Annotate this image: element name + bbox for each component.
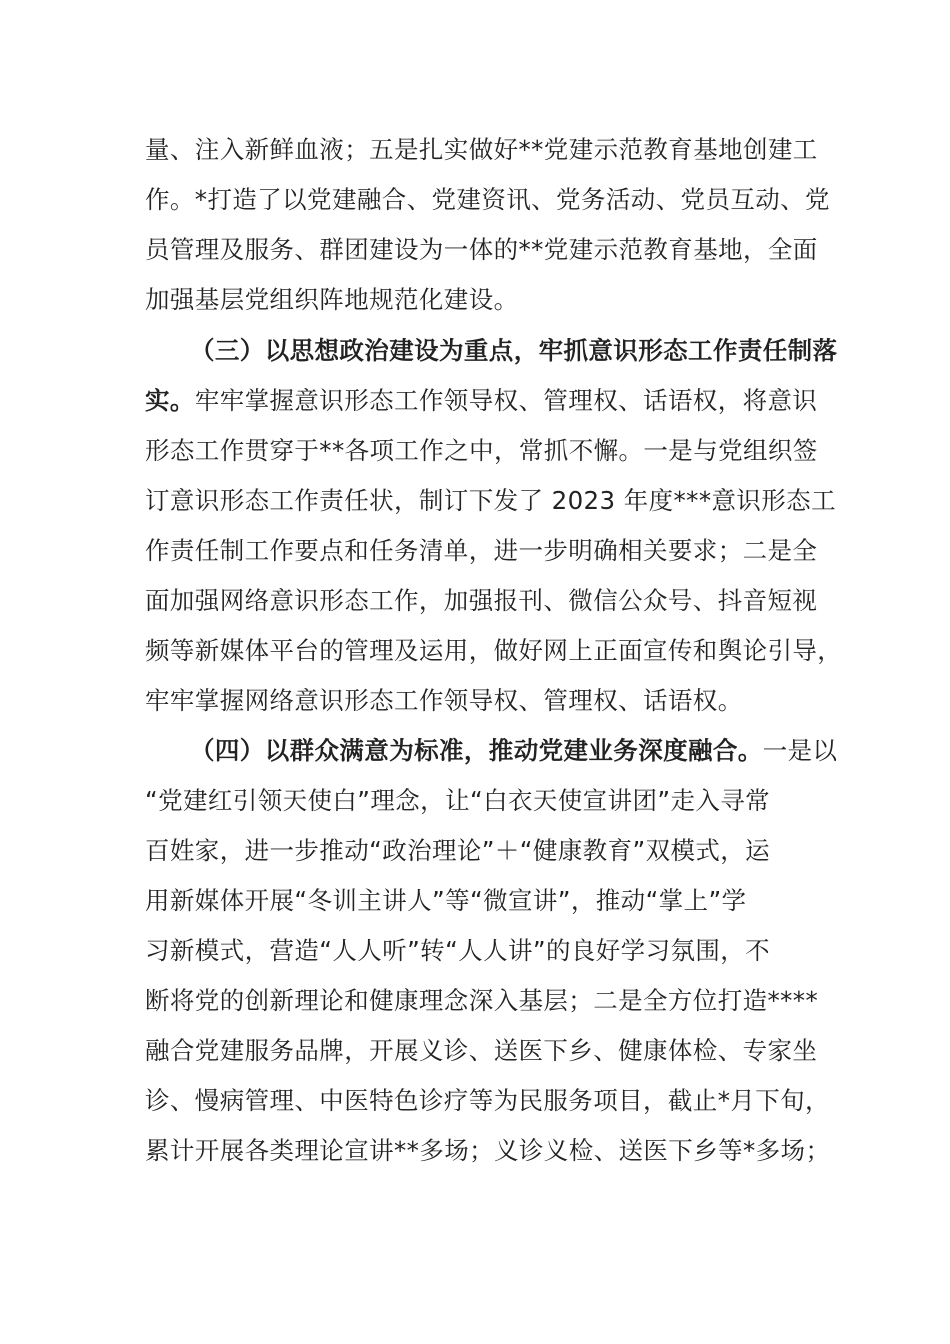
paragraph-line: 习新模式，营造“人人听”转“人人讲”的良好学习氛围，不 xyxy=(145,936,771,965)
paragraph-line: 订意识形态工作责任状，制订下发了 2023 年度***意识形态工 xyxy=(145,486,836,515)
paragraph-line: 牢牢掌握网络意识形态工作领导权、管理权、话语权。 xyxy=(145,686,743,715)
paragraph-line: 作。*打造了以党建融合、党建资讯、党务活动、党员互动、党 xyxy=(145,185,830,214)
paragraph-line: 作责任制工作要点和任务清单，进一步明确相关要求；二是全 xyxy=(145,536,818,565)
paragraph-line: 量、注入新鲜血液；五是扎实做好**党建示范教育基地创建工 xyxy=(145,135,818,164)
paragraph-line: 融合党建服务品牌，开展义诊、送医下乡、健康体检、专家坐 xyxy=(145,1036,818,1065)
section-heading-3: （三）以思想政治建设为重点，牢抓意识形态工作责任制落 xyxy=(190,336,838,365)
section-heading-4: （四）以群众满意为标准，推动党建业务深度融合。一是以 xyxy=(190,736,838,765)
paragraph-line: 员管理及服务、群团建设为一体的**党建示范教育基地，全面 xyxy=(145,235,818,264)
paragraph-line: 累计开展各类理论宣讲**多场；义诊义检、送医下乡等*多场； xyxy=(145,1136,831,1165)
paragraph-line: 形态工作贯穿于**各项工作之中，常抓不懈。一是与党组织签 xyxy=(145,436,818,465)
paragraph-line: 频等新媒体平台的管理及运用，做好网上正面宣传和舆论引导， xyxy=(145,636,843,665)
paragraph-line: 用新媒体开展“冬训主讲人”等“微宣讲”，推动“掌上”学 xyxy=(145,886,747,915)
paragraph-line: “党建红引领天使白”理念，让“白衣天使宣讲团”走入寻常 xyxy=(145,786,771,815)
paragraph-line: 诊、慢病管理、中医特色诊疗等为民服务项目，截止*月下旬， xyxy=(145,1086,830,1115)
paragraph-line: 实。牢牢掌握意识形态工作领导权、管理权、话语权，将意识 xyxy=(145,386,818,415)
paragraph-line: 百姓家，进一步推动“政治理论”＋“健康教育”双模式，运 xyxy=(145,836,771,865)
paragraph-line: 面加强网络意识形态工作，加强报刊、微信公众号、抖音短视 xyxy=(145,586,818,615)
paragraph-line: 加强基层党组织阵地规范化建设。 xyxy=(145,285,519,314)
paragraph-line: 断将党的创新理论和健康理念深入基层；二是全方位打造**** xyxy=(145,986,819,1015)
